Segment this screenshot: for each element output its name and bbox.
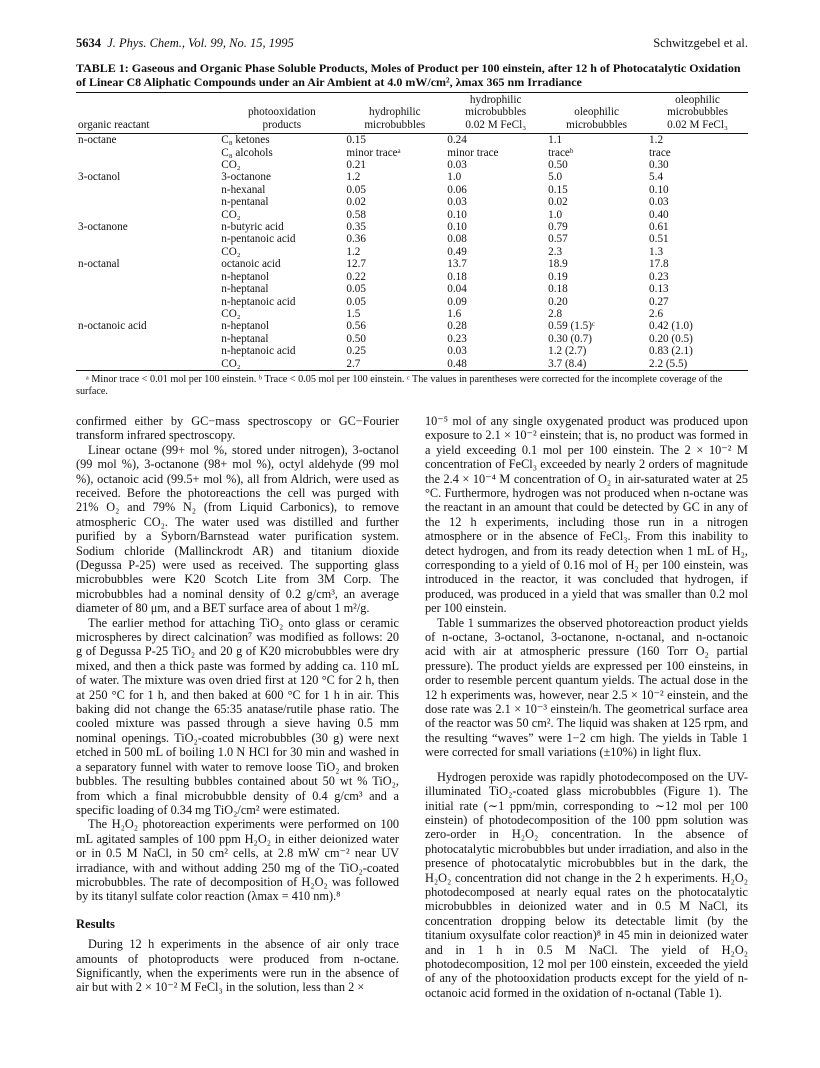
table-cell: n-heptanal: [221, 283, 269, 296]
table-col-header-line: 0.02 M FeCl₃: [667, 118, 728, 131]
table-cell: minor trace: [447, 146, 499, 159]
table-row: [76, 358, 748, 371]
table-cell: 2.6: [649, 307, 664, 320]
table-cell: 3-octanol: [78, 171, 121, 184]
table-col-header-line: oleophilic: [675, 94, 720, 106]
table-cell: [76, 283, 219, 295]
table-cell: [76, 333, 219, 345]
table-cell: 5.4: [649, 171, 664, 184]
body-paragraph: Hydrogen peroxide was rapidly photodecomposed on the UV-illuminated TiO₂-coated glass microbubbles (Figure 1). The initial rate (∼1 ppm/min, corresponding to ∼12 mol per 100 einstein) of photodecomposition of the 100 ppm solution was zero-order in H₂O₂ concentration. In the absence of photocatalytic microbubbles but under irradiation, and also in the presence of photocatalytic microbubbles but in the dark, the H₂O₂ concentration did not change in the 2 h experiments. H₂O₂ photodecomposed at nearly equal rates on the photocatalytic microbubbles in deionized water and in 0.5 M NaCl, its concentration dropping below its detectable limit (by the titanium oxysulfate color reaction)⁸ in 45 min in deionized water and in 1 h in 0.5 M NaCl. The yield of H₂O₂ photodecomposition, 12 mol per 100 einstein, exceeded the yield of any of the photooxidation products except for the yield of n-octanoic acid formed in the oxidation of n-octanal (Table 1).: [425, 769, 748, 1000]
body-paragraph: The earlier method for attaching TiO₂ onto glass or ceramic microspheres by direct calcination⁷ was modified as follows: 20 g of Degussa P-25 TiO₂ and 20 g of K20 microbubbles were dry mixed, and then a thick paste was formed by adding ca. 110 mL of water. The mixture was oven dried first at 120 °C for 2 h, then at 250 °C for 1 h, and then baked at 600 °C for 1 h in air. This baking did not change the 65:35 anatase/rutile phase ratio. The cooled mixture was passed through a sieve having 0.5 mm nominal openings. TiO₂-coated microbubbles (30 g) were next etched in 500 mL of boiling 1.0 N HCl for 30 min and washed in a separatory funnel with water to remove loose TiO₂ and broken bubbles. The resulting bubbles contained about 50 wt % TiO₂, from which a final microbubble density of 0.4 g/cm³ and a specific loading of 0.34 mg TiO₂/cm² were estimated.: [76, 615, 399, 817]
header-left: [76, 36, 294, 51]
table-row: [76, 221, 748, 233]
table-col-header: [546, 93, 647, 134]
body-columns: [76, 414, 748, 1000]
table-cell: n-hexanal: [221, 183, 266, 196]
table-col-header-line: photooxidation: [247, 106, 316, 119]
paper-page: [76, 36, 748, 1000]
table-cell: 3-octanone: [221, 171, 271, 184]
table-bottom-rule: [76, 370, 748, 371]
table-row: [76, 171, 748, 183]
table-row: [76, 134, 748, 146]
table-cell: 2.8: [548, 307, 563, 320]
journal-citation: J. Phys. Chem., Vol. 99, No. 15, 1995: [107, 36, 294, 50]
body-paragraph: The H₂O₂ photoreaction experiments were performed on 100 mL agitated samples of 100 ppm H₂O₂ in either deionized water or in 0.5 M NaCl, in 50 cm² cells, at 2.8 mW cm⁻² near UV irradiance, with and without adding 250 mg of the TiO₂-coated microbubbles. The rate of decomposition of H₂O₂ was followed by its titanyl sulfate color reaction (λmax = 410 nm).⁸: [76, 817, 399, 904]
table-cell: 2.2 (5.5): [649, 357, 688, 370]
table-col-header-line: products: [262, 118, 302, 131]
table-col-header-line: organic reactant: [78, 118, 150, 131]
table-cell: n-pentanal: [221, 196, 269, 209]
table-cell: 0.03: [447, 196, 467, 209]
table-cell: 0.10: [447, 221, 467, 234]
table-cell: [76, 184, 219, 196]
table-cell: 0.04: [447, 283, 467, 296]
table-col-header-line: microbubbles: [465, 106, 527, 119]
table-cell: [76, 271, 219, 283]
table-cell: 0.25: [346, 345, 366, 358]
table-caption: TABLE 1: Gaseous and Organic Phase Soluble Products, Moles of Product per 100 einstein, after 12 h of Photocatalytic Oxidation of Linear C8 Aliphatic Compounds under an Air Ambient at 4.0 mW/cm², λmax 365 nm Irradiance: [76, 61, 741, 89]
table-cell: 0.13: [649, 283, 669, 296]
table-cell: 0.50: [548, 159, 568, 172]
table-cell: 0.22: [346, 270, 366, 283]
table-cell: 1.0: [548, 208, 563, 221]
table-cell: n-heptanol: [221, 320, 270, 333]
table-col-header: [647, 93, 748, 134]
table-cell: 18.9: [548, 258, 568, 271]
table-cell: 0.30: [649, 159, 669, 172]
table-cell: CO₂: [221, 159, 241, 172]
table-cell: n-heptanoic acid: [221, 295, 296, 308]
table-cell: n-heptanal: [221, 332, 269, 345]
header-authors: Schwitzgebel et al.: [653, 36, 748, 50]
table-cell: [76, 196, 219, 208]
table-cell: 0.03: [447, 159, 467, 172]
table-col-header-line: microbubbles: [364, 118, 426, 131]
table-col-header: [219, 93, 344, 134]
table-cell: 1.0: [447, 171, 462, 184]
table-col-header-line: oleophilic: [574, 106, 619, 119]
table-cell: 0.20 (0.5): [649, 332, 693, 345]
table-row: [76, 184, 748, 196]
table-cell: 1.6: [447, 307, 462, 320]
table-row: [76, 147, 748, 159]
table-cell: [76, 147, 219, 159]
table-cell: n-heptanol: [221, 270, 270, 283]
table-cell: [76, 233, 219, 245]
table-cell: n-heptanoic acid: [221, 345, 296, 358]
table-col-header: [344, 93, 445, 134]
table-cell: 2.7: [346, 357, 361, 370]
table-row: [76, 258, 748, 270]
table-cell: octanoic acid: [221, 258, 281, 271]
table-row: [76, 308, 748, 320]
table-col-header-line: microbubbles: [667, 106, 728, 119]
running-header: [76, 36, 748, 51]
table-row: [76, 271, 748, 283]
table-cell: 13.7: [447, 258, 467, 271]
table-col-header: [76, 93, 219, 134]
table-cell: trace: [649, 146, 671, 159]
table-row: [76, 209, 748, 221]
table-cell: 0.28: [447, 320, 467, 333]
table-row: [76, 296, 748, 308]
table-cell: 0.09: [447, 295, 467, 308]
table-cell: 0.10: [447, 208, 467, 221]
table-footnote: ᵃ Minor trace < 0.01 mol per 100 einstein. ᵇ Trace < 0.05 mol per 100 einstein. ᶜ The values in parentheses were corrected for the incomplete coverage of the surface.: [76, 373, 723, 397]
table-cell: n-octanoic acid: [78, 320, 147, 333]
table-cell: 0.51: [649, 233, 669, 246]
table-cell: [76, 345, 219, 357]
table-row: [76, 333, 748, 345]
table-cell: 12.7: [346, 258, 366, 271]
body-paragraph: Table 1 summarizes the observed photoreaction product yields of n-octane, 3-octanol, 3-octanone, n-octanal, and n-octanoic acid with air at atmospheric pressure (160 Torr O₂ partial pressure). The product yields are expressed per 100 einsteins, in order to resemble percent quantum yields. The actual dose in the 12 h experiments was, however, near 2.5 × 10⁻² einstein, and the dose rate was 2.1 × 10⁻³ einstein/h. The geometrical surface area of the reactor was 50 cm². The liquid was shaken at 125 rpm, and the resulting “waves” were 1−2 cm high. The yields in Table 1 were corrected for small variations (±10%) in light flux.: [425, 615, 748, 760]
table-row: [76, 159, 748, 171]
table-cell: 0.10: [649, 183, 669, 196]
table-row: [76, 196, 748, 208]
table-cell: 0.58: [346, 208, 366, 221]
table-cell: 0.18: [447, 270, 467, 283]
table-cell: 0.05: [346, 183, 366, 196]
table-cell: 0.15: [548, 183, 568, 196]
table-cell: 0.48: [447, 357, 467, 370]
table-row: [76, 320, 748, 332]
table-cell: 0.05: [346, 295, 366, 308]
table-cell: 0.83 (2.1): [649, 345, 693, 358]
table-cell: 1.3: [649, 245, 664, 258]
table-cell: 0.40: [649, 208, 669, 221]
table-cell: 1.2: [649, 134, 664, 147]
table-cell: 1.2 (2.7): [548, 345, 587, 358]
table-cell: 0.79: [548, 221, 568, 234]
table-cell: n-octanal: [78, 258, 120, 271]
table-cell: 0.21: [346, 159, 366, 172]
table-cell: 3.7 (8.4): [548, 357, 587, 370]
table-cell: CO₂: [221, 307, 241, 320]
table-cell: [76, 296, 219, 308]
table-cell: [76, 159, 219, 171]
table-cell: 0.49: [447, 245, 467, 258]
table-cell: 0.15: [346, 134, 366, 147]
table-cell: n-octane: [78, 134, 117, 147]
table-cell: 0.59 (1.5)ᶜ: [548, 320, 595, 333]
table-row: [76, 283, 748, 295]
table-cell: 0.57: [548, 233, 568, 246]
results-heading: Results: [76, 916, 115, 931]
table-col-header: [445, 93, 546, 134]
table-body: [76, 134, 748, 371]
table-cell: 0.36: [346, 233, 366, 246]
table-cell: C₈ alcohols: [221, 146, 273, 159]
table-cell: 0.30 (0.7): [548, 332, 592, 345]
table-cell: 0.02: [346, 196, 366, 209]
table-cell: 0.56: [346, 320, 366, 333]
table-cell: 0.03: [649, 196, 669, 209]
table-cell: 0.35: [346, 221, 366, 234]
table-cell: [76, 308, 219, 320]
table-cell: 17.8: [649, 258, 669, 271]
table-cell: CO₂: [221, 357, 241, 370]
table-cell: 1.2: [346, 245, 361, 258]
table-cell: minor traceᵃ: [346, 146, 401, 159]
table-cell: 0.18: [548, 283, 568, 296]
table-col-header-line: hydrophilic: [369, 106, 421, 119]
table-cell: 0.50: [346, 332, 366, 345]
table-cell: 3-octanone: [78, 221, 128, 234]
table-1: [76, 92, 748, 371]
table-cell: 2.3: [548, 245, 563, 258]
results-paragraph: During 12 h experiments in the absence of air only trace amounts of photoproducts were produced from n-octane. Significantly, when the experiments were run in the absence of air but with 2 × 10⁻² M FeCl₃ in the solution, less than 2 ×: [76, 937, 399, 995]
table-col-header-line: hydrophilic: [469, 94, 522, 106]
table-cell: 0.08: [447, 233, 467, 246]
table-col-header-line: microbubbles: [566, 118, 628, 131]
table-cell: [76, 246, 219, 258]
table-row: [76, 233, 748, 245]
table-row: [76, 246, 748, 258]
left-column: [76, 414, 399, 1000]
table-cell: 0.27: [649, 295, 669, 308]
table-cell: 0.06: [447, 183, 467, 196]
table-cell: traceᵇ: [548, 146, 574, 159]
table-cell: 0.19: [548, 270, 568, 283]
table-cell: n-butyric acid: [221, 221, 284, 234]
left-column-paragraphs: [76, 414, 399, 904]
table-cell: 0.20: [548, 295, 568, 308]
right-column: [425, 414, 748, 1000]
table-header-row: [76, 93, 748, 134]
table-cell: CO₂: [221, 208, 241, 221]
body-paragraph: confirmed either by GC−mass spectroscopy or GC−Fourier transform infrared spectroscopy.: [76, 413, 399, 443]
table-cell: 0.02: [548, 196, 568, 209]
table-cell: 5.0: [548, 171, 563, 184]
table-row: [76, 345, 748, 357]
table-cell: CO₂: [221, 245, 241, 258]
page-number: 5634: [76, 36, 101, 50]
table-cell: 1.1: [548, 134, 563, 147]
table-cell: 0.24: [447, 134, 467, 147]
table-cell: C₈ ketones: [221, 134, 270, 147]
table-cell: 0.23: [447, 332, 467, 345]
table-cell: n-pentanoic acid: [221, 233, 296, 246]
table-cell: 1.2: [346, 171, 361, 184]
table-cell: 0.05: [346, 283, 366, 296]
table-cell: 0.61: [649, 221, 669, 234]
body-paragraph: 10⁻⁵ mol of any single oxygenated product was produced upon exposure to 2.1 × 10⁻² einstein; that is, no product was formed in a yield exceeding 0.1 mol per 100 einstein. The 2 × 10⁻² M concentration of FeCl₃ exceeded by nearly 2 orders of magnitude the 2.4 × 10⁻⁴ M concentration of O₂ in air-saturated water at 25 °C. Furthermore, hydrogen was not produced when n-octane was the reactant in an amount that could be detected by GC in any of the 12 h experiments, including those run in a nitrogen atmosphere or in the absence of FeCl₃. From this inability to detect hydrogen, and from its ready detection when 1 mL of H₂, corresponding to a yield of 0.16 mol of H₂ per 100 einstein, was introduced in the reactor, it was concluded that hydrogen, if produced, was produced in a yield that was smaller than 0.2 mol per 100 einstein.: [425, 413, 748, 616]
table-cell: 0.42 (1.0): [649, 320, 693, 333]
table-cell: [76, 358, 219, 371]
table-cell: 0.03: [447, 345, 467, 358]
table-cell: 0.23: [649, 270, 669, 283]
body-paragraph: Linear octane (99+ mol %, stored under nitrogen), 3-octanol (99 mol %), 3-octanone (98+ mol %), octyl aldehyde (99 mol %), octanoic acid (99.5+ mol %), all from Aldrich, were used as received. Before the photoreactions the cell was purged with 21% O₂ and 79% N₂ (from Liquid Carbonics), to remove atmospheric CO₂. The water used was distilled and further purified by a Syborn/Barnstead water purification system. Sodium chloride (Mallinckrodt AR) and titanium dioxide (Degussa P-25) were used as received. The supporting glass microbubbles were K20 Scotch Lite from 3M Corp. The microbubbles had a nominal density of 0.2 g/cm³, an average diameter of 80 μm, and a BET surface area of about 1 m²/g.: [76, 442, 399, 616]
table-cell: 1.5: [346, 307, 361, 320]
table-col-header-line: 0.02 M FeCl₃: [465, 118, 527, 131]
table-cell: [76, 209, 219, 221]
